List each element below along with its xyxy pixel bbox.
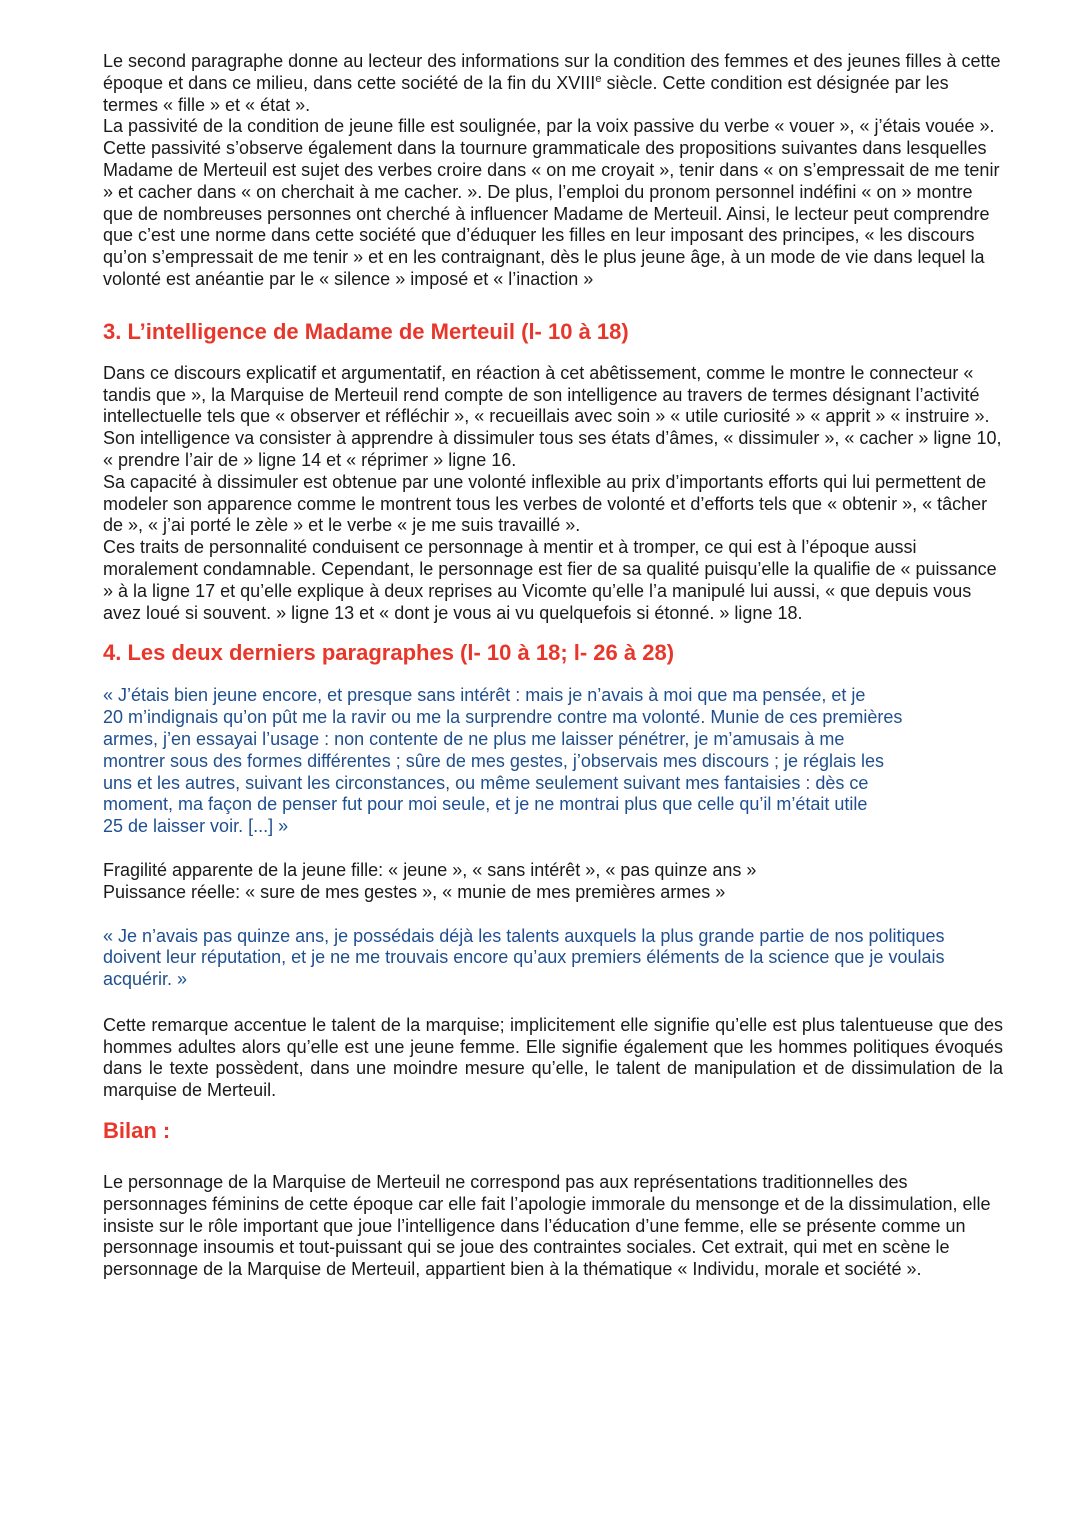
bilan-heading: Bilan : [103,1118,171,1144]
section3-paragraph4: Ces traits de personnalité conduisent ce personnage à mentir et à tromper, ce qui est à l’époque aussi moralement condamnable. Cependant, le personnage est fier de sa qualité puisqu’elle la qualifie de « puissance » à la ligne 17 et qu’elle explique à deux reprises au Vicomte qu’elle l’a manipulé lui aussi, « que depuis vous avez loué si souvent. » ligne 13 et « dont je vous ai vu quelquefois si étonné. » ligne 18. [103,537,997,623]
superscript: e [595,72,602,85]
bilan-paragraph: Le personnage de la Marquise de Merteuil ne correspond pas aux représentations traditionnelles des personnages féminins de cette époque car elle fait l’apologie immorale du mensonge et de la dissimulation, elle insiste sur le rôle important que joue l’intelligence dans l’éducation d’une femme, elle se présente comme un personnage insoumis et tout-puissant qui se joue des contraintes sociales. Cet extrait, qui met en scène le personnage de la Marquise de Merteuil, appartient bien à la thématique « Individu, morale et société ». [103,1172,991,1280]
quote-line: « J’étais bien jeune encore, et presque sans intérêt : mais je n’avais à moi que ma pensée, et je [103,685,866,706]
section2-paragraph2: La passivité de la condition de jeune fille est soulignée, par la voix passive du verbe « vouer », « j’étais vouée ». Cette passivité s’observe également dans la tournure grammaticale des propositions suivantes dans lesquelles Madame de Merteuil est sujet des verbes croire dans « on me croyait », tenir dans « on s’empressait de me tenir » et cacher dans « on cherchait à me cacher. ». De plus, l’emploi du pronom personnel indéfini « on » montre que de nombreuses personnes ont cherché à influencer Madame de Merteuil. Ainsi, le lecteur peut comprendre que c’est une norme dans cette société que d’éduquer les filles en leur imposant des principes, « les discours qu’on s’empressait de me tenir » et en les contraignant, dès le plus jeune âge, à un mode de vie dans lequel la volonté est anéantie par le « silence » imposé et « l’inaction » [103,116,1000,289]
section3-paragraph1: Dans ce discours explicatif et argumentatif, en réaction à cet abêtissement, comme le montre le connecteur « tandis que », la Marquise de Merteuil rend compte de son intelligence au travers de termes désignant l’activité intellectuelle tels que « observer et réfléchir », « recueillais avec soin » « utile curiosité » « apprit » « instruire ». [103,362,990,427]
remark-paragraph: Cette remarque accentue le talent de la marquise; implicitement elle signifie qu’elle est plus talentueuse que des hommes adultes alors qu’elle est une jeune femme. Elle signifie également que les hommes politiques évoqués dans le texte possèdent, dans une moindre mesure qu’elle, le talent de manipulation et de dissimulation de la marquise de Merteuil. [103,1014,1003,1101]
quote-line: montrer sous des formes différentes ; sûre de mes gestes, j’observais mes discours ; je réglais les [103,750,884,771]
section3-heading: 3. L’intelligence de Madame de Merteuil (l- 10 à 18) [103,318,629,344]
paragraph-text: siècle. Cette condition est désignée par les termes « fille » et « état ». [103,72,949,115]
quote-block-2: « Je n’avais pas quinze ans, je possédais déjà les talents auxquels la plus grande partie de nos politiques doivent leur réputation, et je ne me trouvais encore qu’aux premiers éléments de la science que je voulais acquérir. » [103,925,945,990]
section4-heading: 4. Les deux derniers paragraphes (l- 10 à 18; l- 26 à 28) [103,640,675,666]
section3-paragraph3: Sa capacité à dissimuler est obtenue par une volonté inflexible au prix d’importants efforts qui lui permettent de modeler son apparence comme le montrent tous les verbes de volonté et d’efforts tels que « obtenir », « tâcher de », « j’ai porté le zèle » et le verbe « je me suis travaillé ». [103,471,988,536]
quote-block-1 [103,685,1003,838]
document-content [103,51,1003,1281]
paragraph-text: Le second paragraphe donne au lecteur des informations sur la condition des femmes et des jeunes filles à cette époque et dans ce milieu, dans cette société de la fin du XVIII [103,51,1001,93]
quote-line: 25 de laisser voir. [...] » [103,816,289,837]
quote-line: 20 m’indignais qu’on pût me la ravir ou me la surprendre contre ma volonté. Munie de ces premières [103,707,903,728]
quote-line: uns et les autres, suivant les circonstances, ou même seulement suivant mes fantaisies : dès ce [103,772,869,793]
quote-line: armes, j’en essayai l’usage : non contente de ne plus me laisser pénétrer, je m’amusais à me [103,728,845,749]
section3-paragraph2: Son intelligence va consister à apprendre à dissimuler tous ses états d’âmes, « dissimuler », « cacher » ligne 10, « prendre l’air de » ligne 14 et « réprimer » ligne 16. [103,428,1002,470]
section2-paragraph1 [103,51,1003,116]
quote-line: moment, ma façon de penser fut pour moi seule, et je ne montrai plus que celle qu’il m’était utile [103,794,868,815]
power-line: Puissance réelle: « sure de mes gestes », « munie de mes premières armes » [103,881,726,902]
fragility-line: Fragilité apparente de la jeune fille: « jeune », « sans intérêt », « pas quinze ans » [103,859,757,880]
